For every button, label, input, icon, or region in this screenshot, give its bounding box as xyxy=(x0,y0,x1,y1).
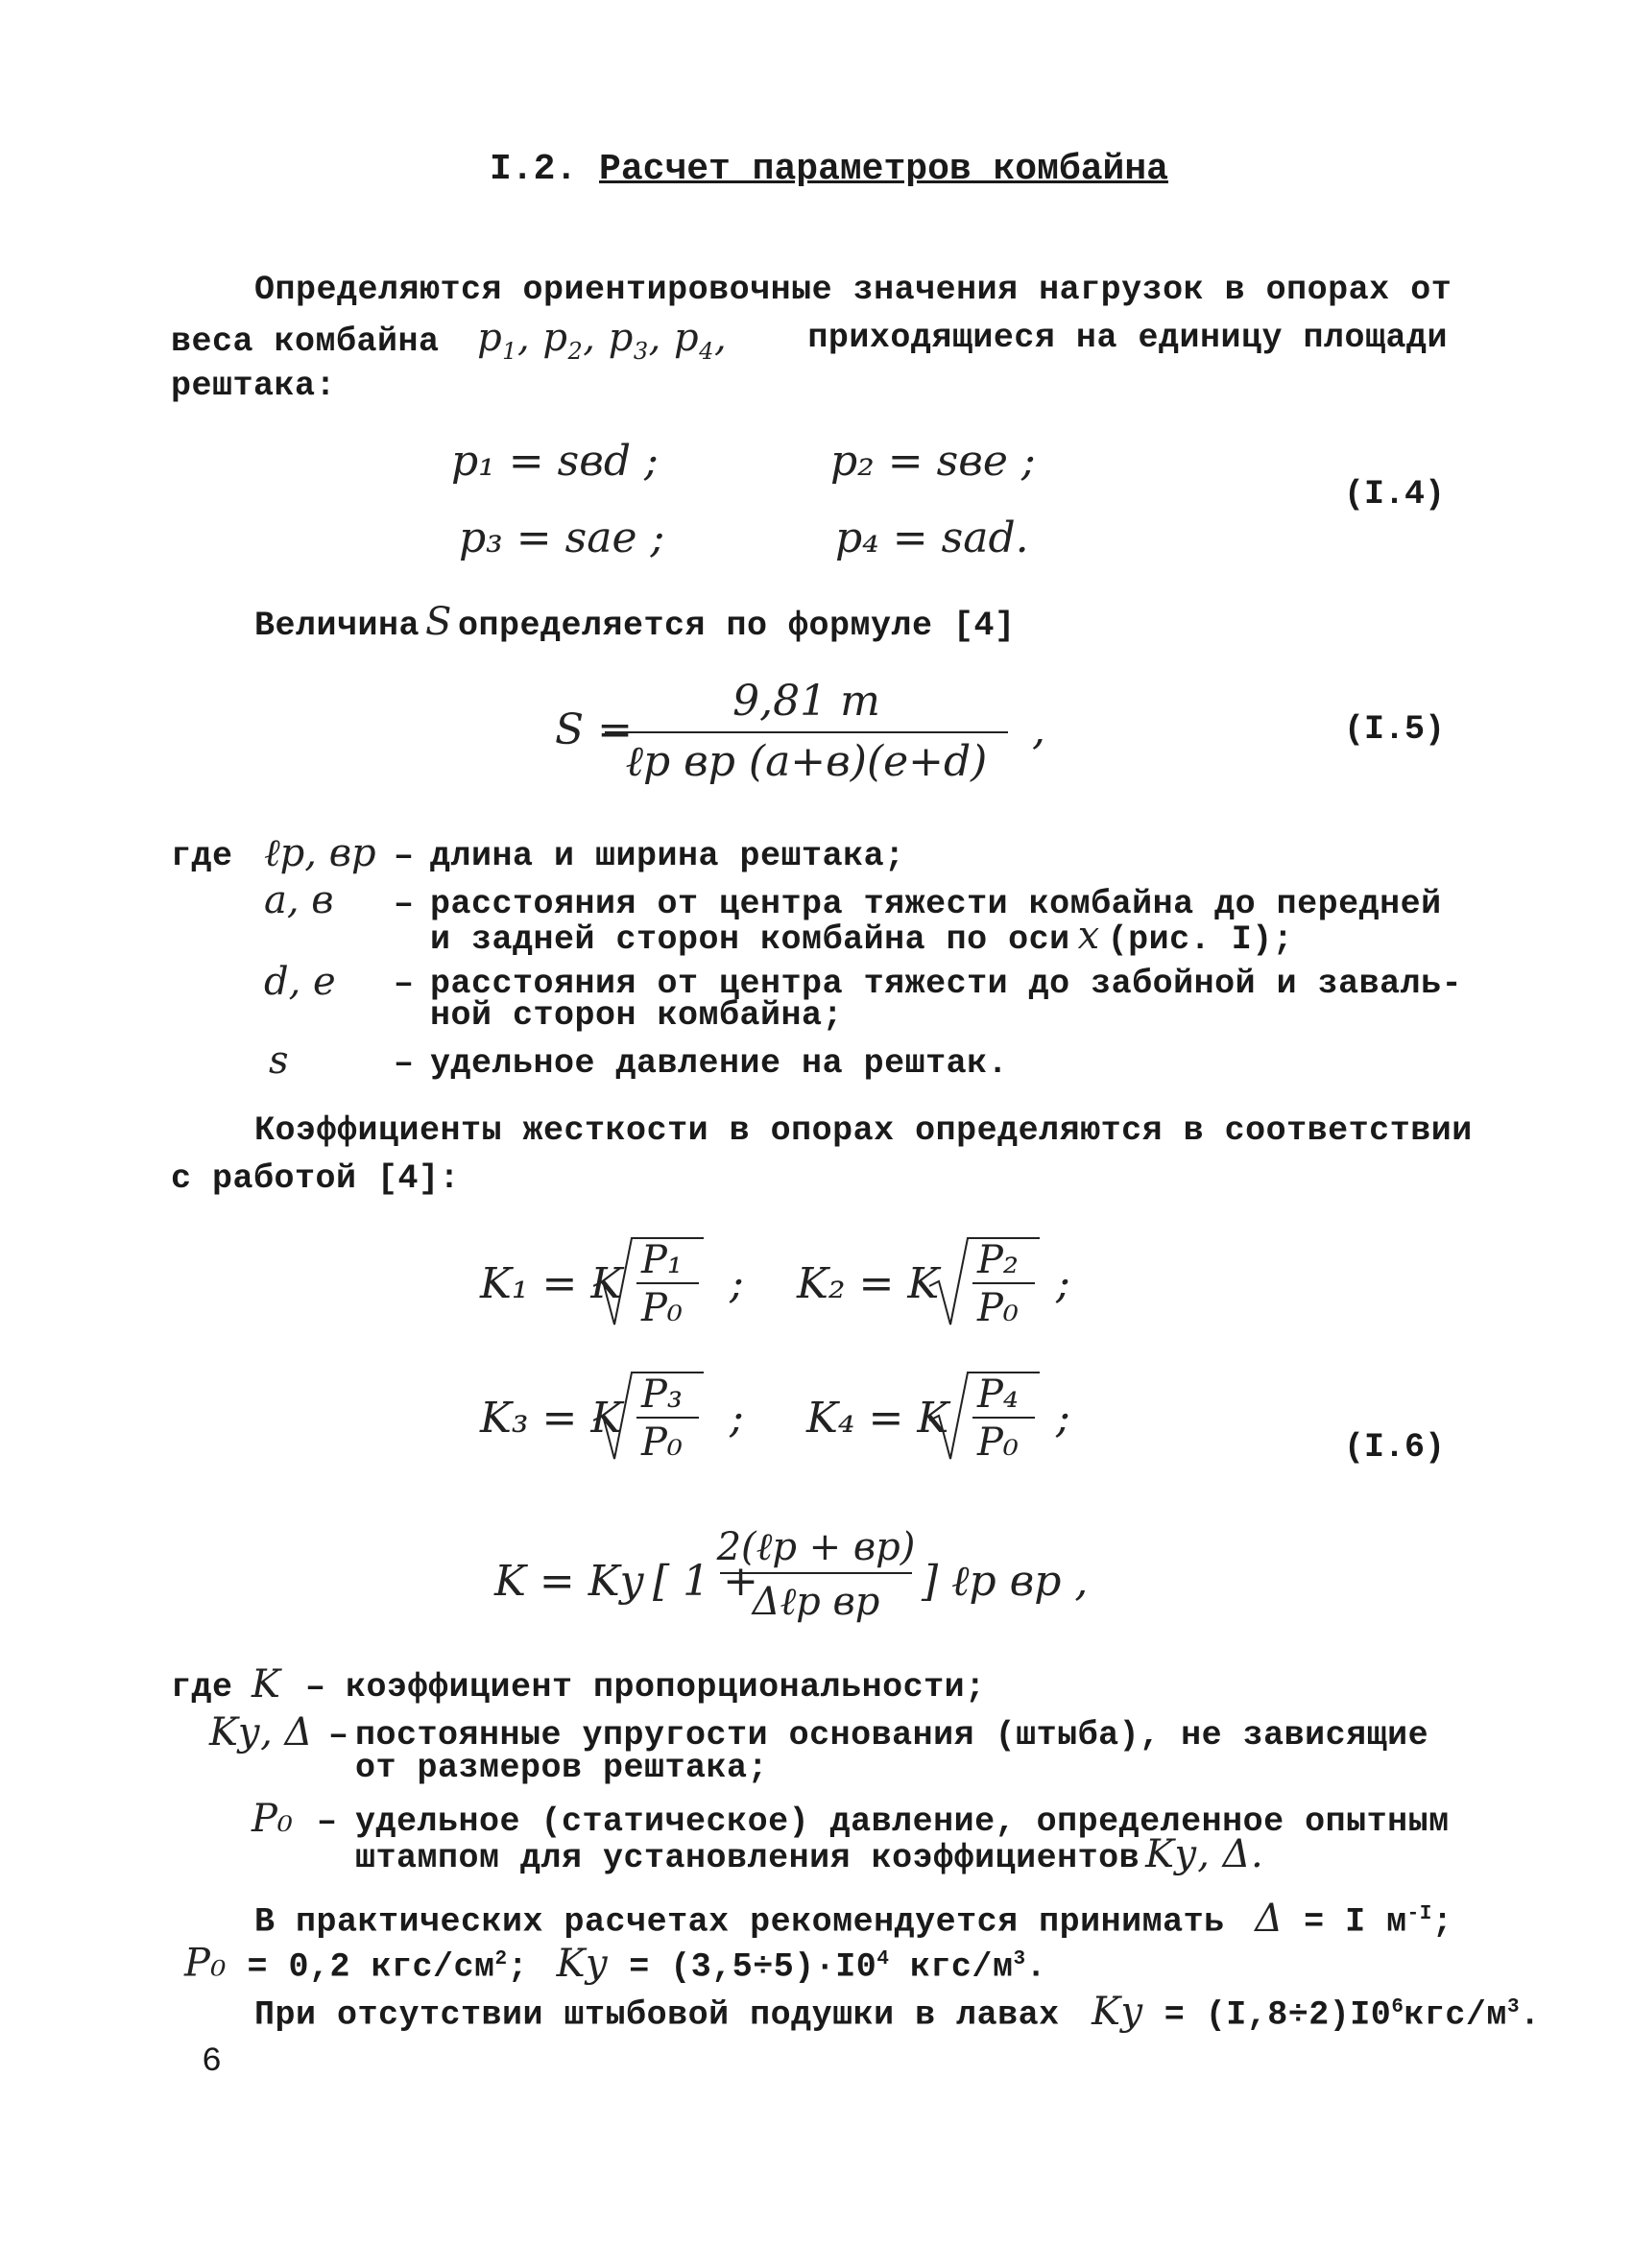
eq16-k-denominator: Δℓp вp xyxy=(752,1580,880,1624)
eq16-d4: P₀ xyxy=(977,1420,1019,1465)
eq16-sep2: ; xyxy=(1056,1259,1070,1308)
eq15-fraction-bar xyxy=(605,731,1008,733)
para1-line3: рештака: xyxy=(171,367,337,405)
defs1-text-2b: ной сторон комбайна; xyxy=(430,996,844,1035)
eq16-k-tail: ] ℓp вp , xyxy=(922,1557,1089,1606)
eq16-d1: P₀ xyxy=(641,1286,683,1330)
defs1-sym-lp-bp: ℓp, вp xyxy=(264,831,376,875)
eq15-number: (I.5) xyxy=(1344,710,1446,749)
p0-symbol: P₀ xyxy=(184,1941,227,1986)
para4-line2: P₀ = 0,2 кгс/$см^2$; Kу = $(3,5\div 5)\cdot I0^4$ кгс/$м^3$. xyxy=(184,1941,1047,1987)
load-symbols: $p_1$, $p_2$, $p_3$, $p_4$, xyxy=(477,316,728,365)
eq16-sep1: ; xyxy=(730,1259,744,1308)
delta-symbol: Δ xyxy=(1255,1896,1284,1941)
defs2-text-2a: удельное (статическое) давление, определенное опытным xyxy=(355,1802,1450,1841)
eq16-n1: P₁ xyxy=(641,1238,683,1282)
defs1-where: где xyxy=(171,837,233,875)
eq14-p3: p₃ = sae ; xyxy=(459,513,665,562)
eq16-k-numerator: 2(ℓp + вp) xyxy=(716,1525,916,1569)
eq14-number: (I.4) xyxy=(1344,475,1446,513)
para4-line1: В практических расчетах рекомендуется принимать Δ = I $м^{-I}$; xyxy=(254,1896,1453,1942)
defs1-text-1a: расстояния от центра тяжести комбайна до передней xyxy=(430,885,1442,923)
para2: Величина S определяется по формуле [4] xyxy=(254,600,1016,645)
defs2-dash-2: – xyxy=(317,1802,338,1841)
defs2-sym-k: K xyxy=(252,1662,280,1707)
eq16-number: (I.6) xyxy=(1344,1428,1446,1467)
eq14-p1: p₁ = sвd ; xyxy=(451,437,659,486)
eq16-k-lhs: K = Kу xyxy=(494,1557,645,1606)
para3-line1: Коэффициенты жесткости в опорах определяются в соответствии xyxy=(254,1111,1473,1150)
section-number: I.2. xyxy=(490,149,578,190)
eq15-tail: , xyxy=(1032,705,1045,754)
eq16-sep4: ; xyxy=(1056,1394,1070,1443)
eq16-k-bracket-left: [ 1 + xyxy=(653,1557,758,1606)
eq14-p4: p₄ = sad. xyxy=(835,513,1029,562)
defs1-dash-1: – xyxy=(394,885,415,923)
defs2-text-1b: от размеров рештака; xyxy=(355,1749,769,1787)
eq16-n2: P₂ xyxy=(977,1238,1019,1282)
defs2-text-1a: постоянные упругости основания (штыба), не зависящие xyxy=(355,1716,1429,1755)
defs1-text-2a: расстояния от центра тяжести до забойной и заваль- xyxy=(430,965,1463,1003)
defs2-where: где xyxy=(171,1668,233,1707)
eq16-k3: K₃ = K xyxy=(480,1394,623,1443)
eq16-n4: P₄ xyxy=(977,1373,1019,1417)
defs2-dash-1: – xyxy=(328,1716,349,1755)
eq16-k4: K₄ = K xyxy=(806,1394,949,1443)
defs1-dash-2: – xyxy=(394,965,415,1003)
defs2-text-0: коэффициент пропорциональности; xyxy=(346,1668,986,1707)
eq16-sep3: ; xyxy=(730,1394,744,1443)
eq16-n3: P₃ xyxy=(641,1373,683,1417)
defs2-text-2b: штампом для установления коэффициентов Kу, Δ. xyxy=(355,1832,1264,1877)
defs1-sym-a-b: a, в xyxy=(264,878,334,922)
defs1-text-0: длина и ширина рештака; xyxy=(430,837,905,875)
defs1-text-3: удельное давление на рештак. xyxy=(430,1044,1009,1083)
defs2-sym-p0: P₀ xyxy=(252,1797,293,1841)
defs1-dash-0: – xyxy=(394,837,415,875)
eq16-k2: K₂ = K xyxy=(797,1259,940,1308)
defs1-dash-3: – xyxy=(394,1044,415,1083)
defs1-text-1b: и задней сторон комбайна по оси x (рис. I); xyxy=(430,914,1294,959)
page-number: 6 xyxy=(202,2042,223,2081)
section-heading xyxy=(490,149,1168,190)
eq15-denominator: ℓp вp (a+в)(e+d) xyxy=(625,737,988,786)
para4-line3: При отсутствии штыбовой подушки в лавах Kу = $(I,8\div 2)I0^6кгс/м^3$. xyxy=(254,1989,1541,2035)
defs1-sym-d-e: d, e xyxy=(264,960,336,1004)
defs2-sym-ky-delta: Kу, Δ xyxy=(209,1710,313,1755)
eq16-d3: P₀ xyxy=(641,1420,683,1465)
eq16-k1: K₁ = K xyxy=(480,1259,623,1308)
eq16-k-fraction-bar xyxy=(720,1572,912,1574)
para3-line2: с работой [4]: xyxy=(171,1159,461,1198)
eq14-p2: p₂ = sвe ; xyxy=(830,437,1036,486)
eq15-lhs: S = xyxy=(555,705,633,754)
section-title: Расчет параметров комбайна xyxy=(599,149,1168,190)
ky-symbol: Kу xyxy=(556,1941,609,1986)
para1-line1: Определяются ориентировочные значения нагрузок в опорах от xyxy=(254,271,1452,309)
eq16-d2: P₀ xyxy=(977,1286,1019,1330)
ky-symbol-2: Kу xyxy=(1092,1989,1144,2034)
para1-line2: веса комбайна $p_1$, $p_2$, $p_3$, $p_4$, приходящиеся на единицу площади xyxy=(171,316,1448,365)
defs1-sym-s: s xyxy=(269,1039,289,1083)
defs2-dash-0: – xyxy=(305,1668,326,1707)
eq15-numerator: 9,81 m xyxy=(732,677,880,726)
